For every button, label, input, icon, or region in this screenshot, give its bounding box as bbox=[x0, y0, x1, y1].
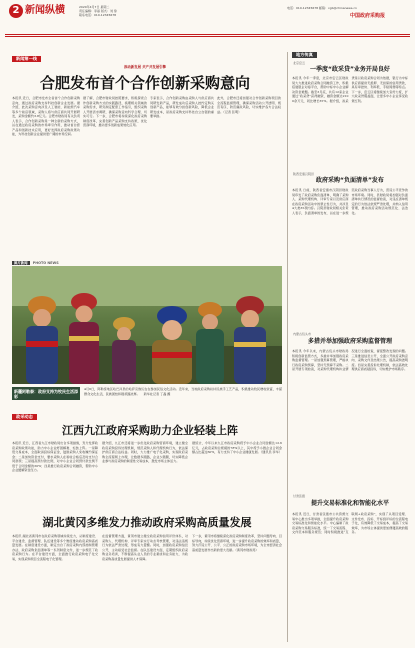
right-article2-headline: 政府采购“负面清单”发布 bbox=[316, 177, 384, 184]
photo-illustration bbox=[12, 266, 282, 384]
photo-caption-text: 4月6日，阿勒泰地区哈巴河县的哈萨克族妇女在参加民俗文化活动。近年来，当地政府采购扶持民族手工艺产品，积极推动牧民增收致富，丰富群众文化生活，民族团结和睦氛围浓厚。 新华社记者 丁磊 摄 bbox=[84, 387, 282, 396]
right-article4-body: 本报讯 近日，甘肃省张掖市公共资源交易中心推出多项举措，全面提升政府采购交易标准化和智能化水平。中心编制了政府采购交易服务标准，统一了交易流程、文件范本和服务规范；同时积极推进“互联网+政府采购”，实现了从项目受理、文件发布、投标、开标到评标的全流程电子化，有效降低了交易成本，提高了交易效率，为市场主体提供更加便捷高效的服务。 bbox=[292, 512, 408, 534]
masthead-rule bbox=[5, 34, 410, 35]
article-body-jiujiang-col1: 本报讯 近日，江西省九江市财政局出台多项措施，充分发挥政府采购政策功能，助力中小企业纾困解难、轻装上阵。一是降低交易成本，全面取消投标保证金，鼓励采购人免收履约保证金；二是加快资金支付，要求采购人在验收合格后及时支付合同款项；三是提高预付款比例，对中小企业合同预付款比例不低于合同金额的30%；四是推行政府采购合同融资，帮助中小企业缓解资金压力。 bbox=[12, 441, 98, 472]
right-article4-source: 甘肃张掖 bbox=[293, 494, 306, 498]
section-tag-procurement-updates: 政采动态 bbox=[12, 414, 37, 420]
article-body-hefei-col3: 专家表示，合作创新采购由采购人与供应商共同研发新产品，研发成功后采购人按约定购买创新产品，能够有效分担创新风险，降低企业研发成本，是政府采购支持科技自立自强的重要举措。 bbox=[150, 96, 214, 118]
article-body-jiujiang-col3: 据统计，今年以来九江市政府采购授予中小企业合同金额达12.6亿元，占政府采购总规模的78%以上，其中授予小微企业合同金额占比超过60%，有力支持了中小企业健康发展。（通讯员 李华） bbox=[192, 441, 282, 454]
right-article4-headline: 提升交易标准化和智能化水平 bbox=[310, 500, 389, 507]
article-headline-hefei: 合肥发布首个合作创新采购意向 bbox=[39, 74, 250, 92]
masthead-right-info: 电话：010-12345678 邮箱：cgb@chinanews.cn bbox=[287, 6, 357, 10]
article-kicker: 推动新发展 共产共发展引擎 bbox=[124, 65, 166, 69]
article-body-hefei-col2: 据了解，合肥市财政局按照要求，积极探索合作创新采购方式的实践路径，梳理相关领域的采购需求，研究制定配套工作指引，组织采购人开展需求调研，确保采购意向科学合理、切实可行。下一步，合肥市将持续深化政府采购制度改革，完善创新产品采购支持政策，优化营商环境，推动更多创新成果转化应用。 bbox=[83, 96, 147, 127]
masthead-logo: 中国政府采购报 bbox=[350, 13, 386, 19]
article-headline-jiujiang: 江西九江政府采购助力企业轻装上阵 bbox=[62, 424, 238, 437]
masthead-meta: 2020年4月7日 星期二 责任编辑：李丽 版式：刘 徐 联系电话：010-12345678 bbox=[79, 5, 117, 18]
photo-news-label: 图片新闻 PHOTO NEWS bbox=[14, 261, 59, 265]
right-article3-body: 本报讯 今年以来，内蒙古包头市财政局积极创新监管方式，多措并举加强政府采购监督管理。一是加强预算管理，严格执行政府采购预算，坚持无预算不采购。二是开展专项检查，对采购代理机构执业情况进行全面检查，督促整改发现的问题。三是推进信息公开，全面公开政府采购意向、采购文件及结果公告，提高采购透明度。四是完善投诉处理机制，依法高效处理供应商质疑投诉，切实维护市场秩序。 bbox=[292, 349, 408, 371]
section-tag-news-frontline: 新闻第一线 bbox=[12, 56, 41, 62]
article-headline-huanggang: 湖北黄冈多维发力推动政府采购高质量发展 bbox=[42, 516, 252, 529]
right-article3-headline: 多措并举加强政府采购监督管理 bbox=[307, 338, 392, 345]
article-body-hefei-col4: 此外，合肥市还将加强对合作创新采购项目的全流程监督管理，确保采购活动公开透明、规范有序，防范廉政风险，切实维护各方合法权益。（记者 张明） bbox=[217, 96, 281, 114]
section-title: 新闻纵横 bbox=[25, 5, 65, 16]
news-photo bbox=[12, 266, 282, 384]
right-article1-source: 北京密云 bbox=[293, 61, 306, 65]
section-tag-local-news: 地方传真 bbox=[292, 52, 317, 58]
page-number-badge: 2 bbox=[9, 4, 23, 18]
article-body-hefei-col1: 本报讯 近日，合肥市发布全省首个合作创新采购意向，通过政府采购支持科技创新企业发展。据介绍，此次采购意向涉及人工智能、新能源汽车等多个前沿领域，采购人将与供应商共同开展研发，采购金额约3.8亿元。合肥市财政局有关负责人表示，合作创新采购是一种全新的采购方式，旨在通过政府采购的市场牵引作用，推动首台套产品和创新技术应用，更好发挥政府采购政策功能，为科技创新企业提供更广阔的市场空间。 bbox=[12, 96, 80, 136]
masthead bbox=[5, 4, 410, 44]
article-body-huanggang-col1: 本报讯 湖北省黄冈市在政府采购领域持续发力，从制度建设、平台建设、监督管理、队伍建设等多个维度推动政府采购高质量发展。在制度建设方面，制定出台了政府采购内部控制管理办法、政府采购负面清单等一系列制度文件，进一步规范了政府采购行为。在平台建设方面，全面推行政府采购电子化交易，实现采购项目全流程电子化管理。 bbox=[12, 534, 98, 561]
article-body-huanggang-col2: 在监督管理方面，黄冈市建立健全政府采购信用评价体系，对采购人、代理机构、评审专家实行动态考核管理，对违法违规行为依法严肃处理，形成有力震慑。同时，加强政府采购信息公开，主动接受社会监督。在队伍建设方面，定期组织政府采购业务培训，不断提高从业人员的专业素质和业务能力，为政府采购高质量发展提供人才保障。 bbox=[102, 534, 188, 561]
column-divider bbox=[287, 52, 288, 642]
photo-caption-title: 新疆阿勒泰：政府支持为牧民生活添彩 bbox=[14, 388, 78, 399]
right-article1-body: 本报讯 今年一季度，北京市密云区财政局大力推进政府采购合同融资工作，积极搭建银企对接平台，帮助中标中小企业解决资金难题。截至3月底，共有12家企业通过“政采贷”获得融资，融资金额达2100余万元，同比增长35%。据介绍，政采贷是以政府采购合同为依据，银行为中标供应商提供无抵押、无担保的信用贷款，具有审批快、利率低、手续简便等特点。下一步，密云区将继续加大宣传力度，扩大政采贷覆盖面，让更多中小企业享受政策红利。 bbox=[292, 76, 408, 103]
right-article2-body: 本报讯 日前，陕西省安康市汉阴县财政局印发了政府采购负面清单，明确了采购人、采购代理机构、评审专家以及供应商在政府采购活动中的禁止性行为，共涉及4大类35项内容。汉阴县财政局相关负责人表示，负面清单的发布，旨在进一步规范政府采购当事人行为，营造公平竞争的市场环境。同时，县财政局将加强对负面清单执行情况的监督检查，对违反清单规定的行为依法依规严肃处理，并纳入信用管理，推动政府采购活动规范化、法治化。 bbox=[292, 188, 408, 215]
right-article1-headline: 一季度“政采贷”业务开局良好 bbox=[310, 66, 390, 73]
article-body-jiujiang-col2: 据介绍，九江市还将进一步优化政府采购营商环境，建立健全政府采购投诉处理机制，规范采购人和代理机构行为，依法保护供应商合法权益。同时，大力推广电子化采购，实现政府采购全流程网上办理，让数据多跑路，企业少跑腿，切实降低企业参与政府采购的制度性交易成本，激发市场主体活力。 bbox=[102, 441, 188, 463]
article-body-huanggang-col3: 下一步，黄冈市将继续深化政府采购制度改革，坚持问题导向、目标导向，持续优化营商环境，进一步提升政府采购的效率和质量，努力打造公开、公平、公正的政府采购市场环境，为全市经济社会高质量发展作出新的更大贡献。（黄冈市财政局） bbox=[192, 534, 282, 552]
right-article3-source: 内蒙古包头市 bbox=[293, 332, 312, 336]
right-article2-source: 陕西安康汉阴县 bbox=[293, 172, 315, 176]
